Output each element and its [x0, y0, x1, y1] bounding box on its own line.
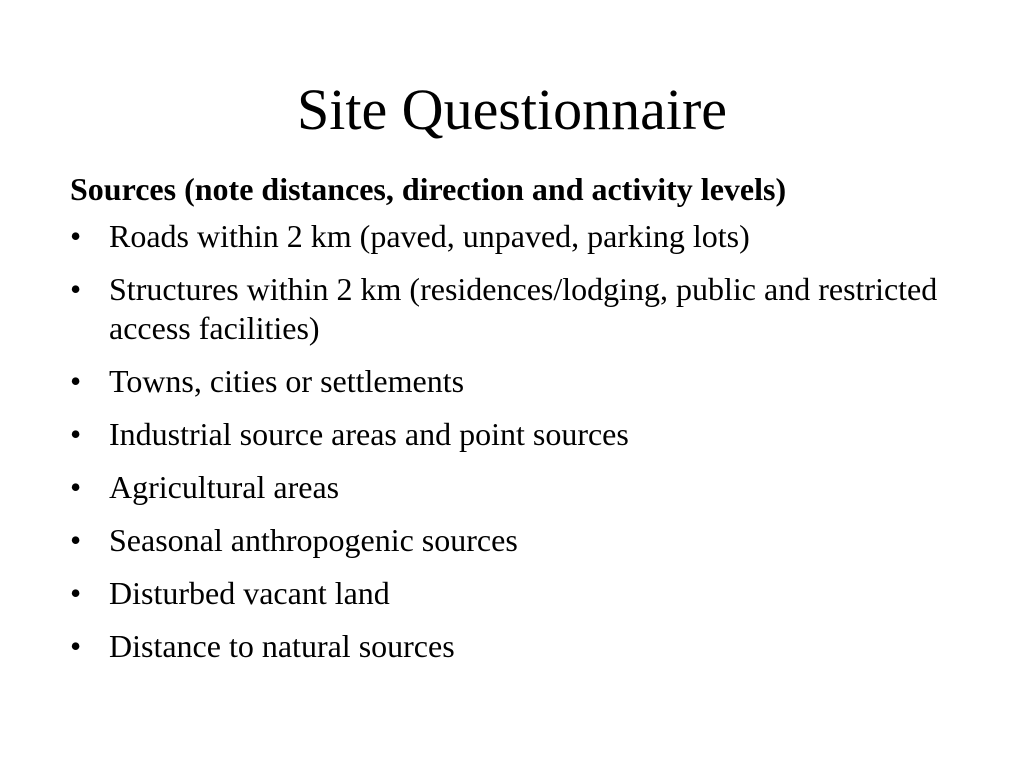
section-subheading: Sources (note distances, direction and activity levels): [70, 171, 787, 207]
bullet-text: Industrial source areas and point sources: [109, 416, 629, 452]
bullet-icon: •: [70, 363, 82, 399]
list-item: [70, 217, 970, 256]
bullet-text: Roads within 2 km (paved, unpaved, parking lots): [109, 218, 750, 254]
bullet-text: Towns, cities or settlements: [109, 363, 465, 399]
slide-title: Site Questionnaire: [296, 77, 728, 142]
bullet-icon: •: [70, 271, 82, 307]
bullet-text: Structures within 2 km (residences/lodging, public and restricted access facilities): [109, 271, 938, 346]
bullet-list: [70, 217, 970, 666]
list-item: [70, 270, 970, 348]
list-item: [70, 362, 970, 401]
bullet-icon: •: [70, 575, 82, 611]
bullet-text: Agricultural areas: [109, 469, 340, 505]
list-item: [70, 415, 970, 454]
list-item: [70, 627, 970, 666]
bullet-icon: •: [70, 218, 82, 254]
bullet-icon: •: [70, 628, 82, 664]
list-item: [70, 468, 970, 507]
bullet-text: Seasonal anthropogenic sources: [109, 522, 518, 558]
list-item: [70, 574, 970, 613]
bullet-icon: •: [70, 522, 82, 558]
bullet-icon: •: [70, 469, 82, 505]
bullet-text: Disturbed vacant land: [109, 575, 390, 611]
bullet-icon: •: [70, 416, 82, 452]
bullet-text: Distance to natural sources: [109, 628, 455, 664]
slide-content: [70, 169, 970, 680]
list-item: [70, 521, 970, 560]
